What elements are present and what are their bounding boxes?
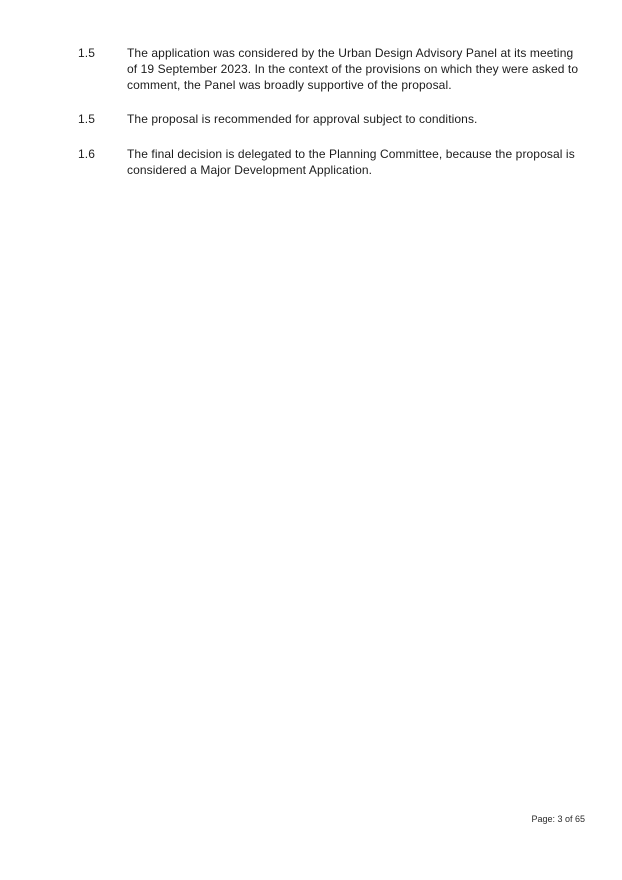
paragraph-text: The application was considered by the Urban Design Advisory Panel at its meeting of 19 September 2023. In the context of the provisions on which they were asked to comment, the Panel was broadly supportive of the proposal. [127,46,579,92]
page-footer [531,814,585,825]
paragraph-number: 1.5 [78,46,95,60]
paragraph-number: 1.6 [78,147,95,162]
numbered-paragraph [78,46,580,93]
paragraph-number: 1.5 [78,112,95,127]
page-number-label: Page: 3 of 65 [531,814,585,824]
document-body [78,46,580,198]
paragraph-text: The proposal is recommended for approval subject to conditions. [127,112,478,127]
numbered-paragraph [78,147,580,179]
paragraph-text: The final decision is delegated to the Planning Committee, because the proposal is considered a Major Development Application. [127,147,575,177]
numbered-paragraph [78,112,580,128]
